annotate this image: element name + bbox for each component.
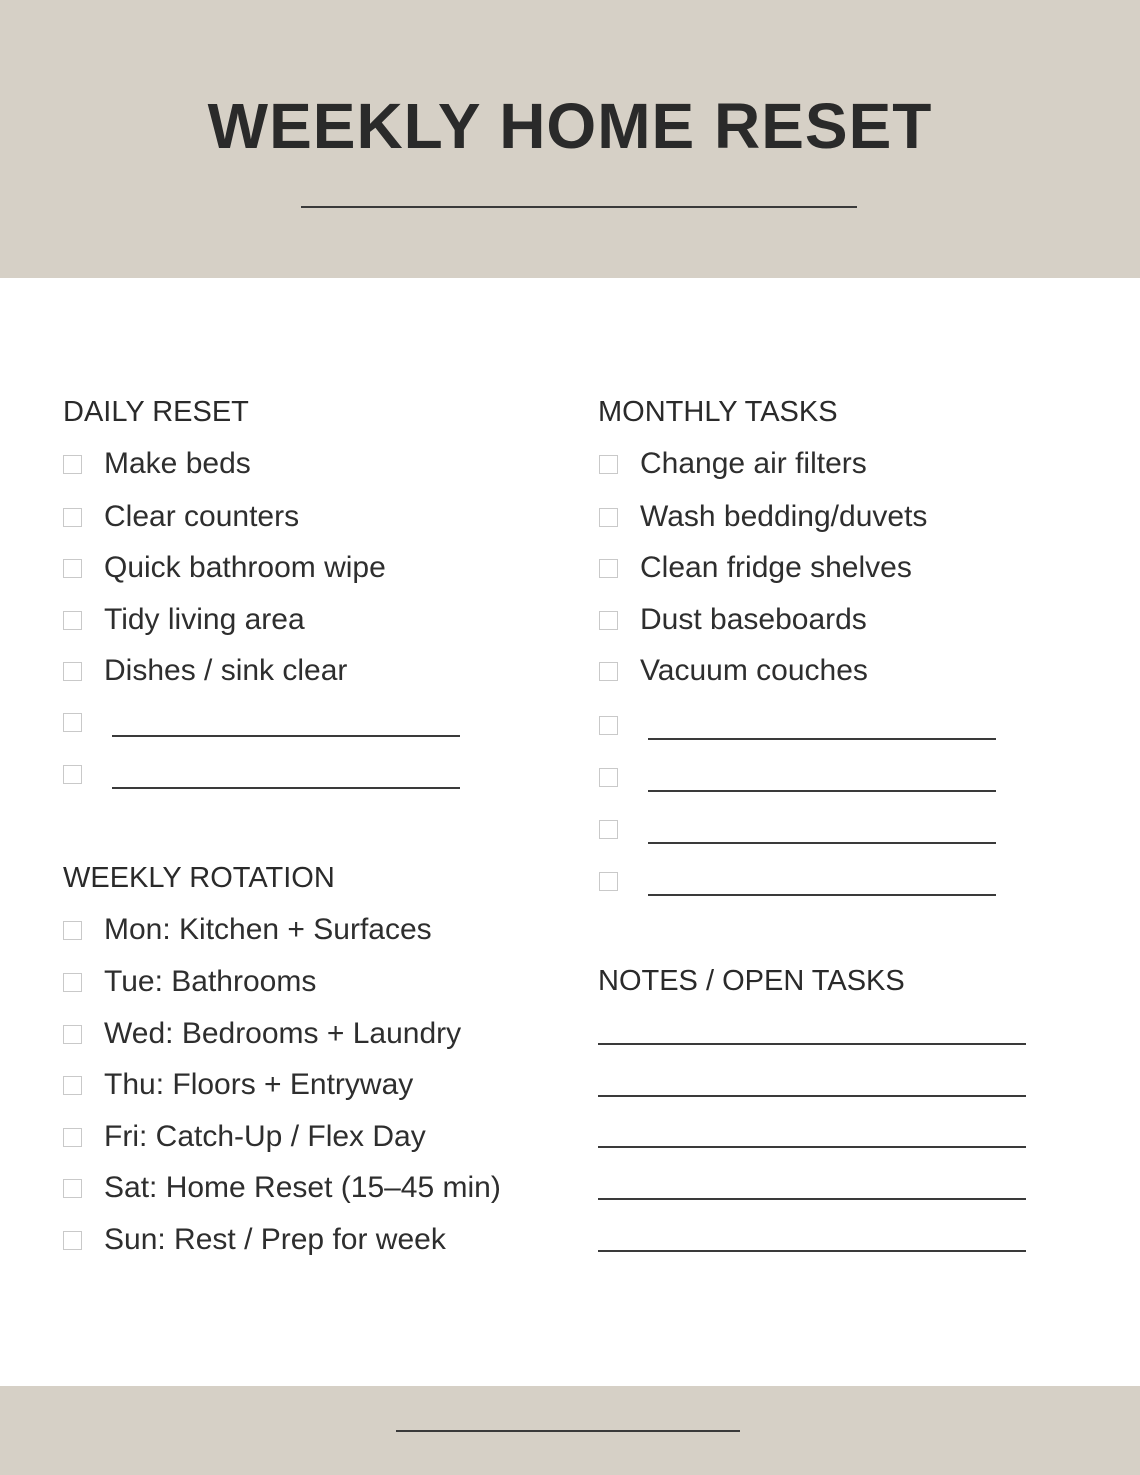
monthly-task-item[interactable] — [599, 444, 867, 484]
write-in-line[interactable] — [648, 894, 996, 896]
notes-line[interactable] — [598, 1198, 1026, 1200]
monthly-blank-item[interactable] — [599, 809, 996, 849]
daily-reset-item[interactable] — [63, 497, 299, 537]
notes-line[interactable] — [598, 1146, 1026, 1148]
checkbox[interactable] — [63, 1076, 82, 1095]
item-label: Wed: Bedrooms + Laundry — [104, 1017, 462, 1050]
write-in-line[interactable] — [112, 735, 460, 737]
checkbox[interactable] — [63, 1179, 82, 1198]
checkbox[interactable] — [599, 559, 618, 578]
monthly-task-item[interactable] — [599, 600, 867, 640]
checkbox[interactable] — [599, 508, 618, 527]
footer-band — [0, 1386, 1140, 1475]
weekly-rotation-item[interactable] — [63, 962, 316, 1002]
weekly-rotation-item[interactable] — [63, 1014, 461, 1054]
item-label: Make beds — [104, 447, 251, 480]
checkbox[interactable] — [63, 1231, 82, 1250]
weekly-rotation-item[interactable] — [63, 910, 432, 950]
item-label: Vacuum couches — [640, 654, 868, 687]
checkbox[interactable] — [63, 508, 82, 527]
write-in-line[interactable] — [112, 787, 460, 789]
weekly-rotation-heading: WEEKLY ROTATION — [63, 862, 335, 894]
daily-reset-item[interactable] — [63, 600, 305, 640]
checkbox[interactable] — [599, 872, 618, 891]
item-label: Wash bedding/duvets — [640, 500, 928, 533]
notes-line[interactable] — [598, 1095, 1026, 1097]
monthly-blank-item[interactable] — [599, 861, 996, 901]
checkbox[interactable] — [599, 768, 618, 787]
item-label: Tidy living area — [104, 603, 305, 636]
daily-reset-item[interactable] — [63, 444, 251, 484]
checkbox[interactable] — [599, 716, 618, 735]
item-label: Clear counters — [104, 500, 300, 533]
checkbox[interactable] — [63, 921, 82, 940]
monthly-task-item[interactable] — [599, 548, 912, 588]
item-label: Sun: Rest / Prep for week — [104, 1223, 446, 1256]
checkbox[interactable] — [63, 765, 82, 784]
title-underline — [301, 206, 857, 208]
item-label: Fri: Catch-Up / Flex Day — [104, 1120, 426, 1153]
item-label: Mon: Kitchen + Surfaces — [104, 913, 432, 946]
weekly-rotation-item[interactable] — [63, 1065, 413, 1105]
checkbox[interactable] — [63, 713, 82, 732]
checkbox[interactable] — [63, 1128, 82, 1147]
checkbox[interactable] — [599, 455, 618, 474]
checkbox[interactable] — [63, 1025, 82, 1044]
weekly-rotation-item[interactable] — [63, 1117, 426, 1157]
checkbox[interactable] — [599, 611, 618, 630]
weekly-rotation-item[interactable] — [63, 1220, 446, 1260]
item-label: Quick bathroom wipe — [104, 551, 386, 584]
monthly-tasks-heading: MONTHLY TASKS — [598, 396, 838, 428]
write-in-line[interactable] — [648, 842, 996, 844]
header-band — [0, 0, 1140, 278]
checkbox[interactable] — [63, 559, 82, 578]
item-label: Sat: Home Reset (15–45 min) — [104, 1171, 501, 1204]
notes-line[interactable] — [598, 1043, 1026, 1045]
footer-rule — [396, 1430, 740, 1432]
write-in-line[interactable] — [648, 738, 996, 740]
monthly-blank-item[interactable] — [599, 757, 996, 797]
item-label: Dust baseboards — [640, 603, 867, 636]
item-label: Change air filters — [640, 447, 867, 480]
daily-reset-item[interactable] — [63, 651, 347, 691]
daily-reset-blank-item[interactable] — [63, 702, 460, 742]
weekly-rotation-item[interactable] — [63, 1168, 501, 1208]
monthly-blank-item[interactable] — [599, 705, 996, 745]
notes-heading: NOTES / OPEN TASKS — [598, 965, 905, 997]
item-label: Dishes / sink clear — [104, 654, 348, 687]
checkbox[interactable] — [63, 973, 82, 992]
item-label: Thu: Floors + Entryway — [104, 1068, 414, 1101]
daily-reset-item[interactable] — [63, 548, 386, 588]
checkbox[interactable] — [599, 662, 618, 681]
item-label: Tue: Bathrooms — [104, 965, 317, 998]
monthly-task-item[interactable] — [599, 651, 868, 691]
item-label: Clean fridge shelves — [640, 551, 912, 584]
daily-reset-blank-item[interactable] — [63, 754, 460, 794]
write-in-line[interactable] — [648, 790, 996, 792]
checkbox[interactable] — [599, 820, 618, 839]
checkbox[interactable] — [63, 611, 82, 630]
daily-reset-heading: DAILY RESET — [63, 396, 249, 428]
monthly-task-item[interactable] — [599, 497, 927, 537]
page-title: WEEKLY HOME RESET — [207, 90, 933, 162]
checkbox[interactable] — [63, 455, 82, 474]
checkbox[interactable] — [63, 662, 82, 681]
notes-line[interactable] — [598, 1250, 1026, 1252]
